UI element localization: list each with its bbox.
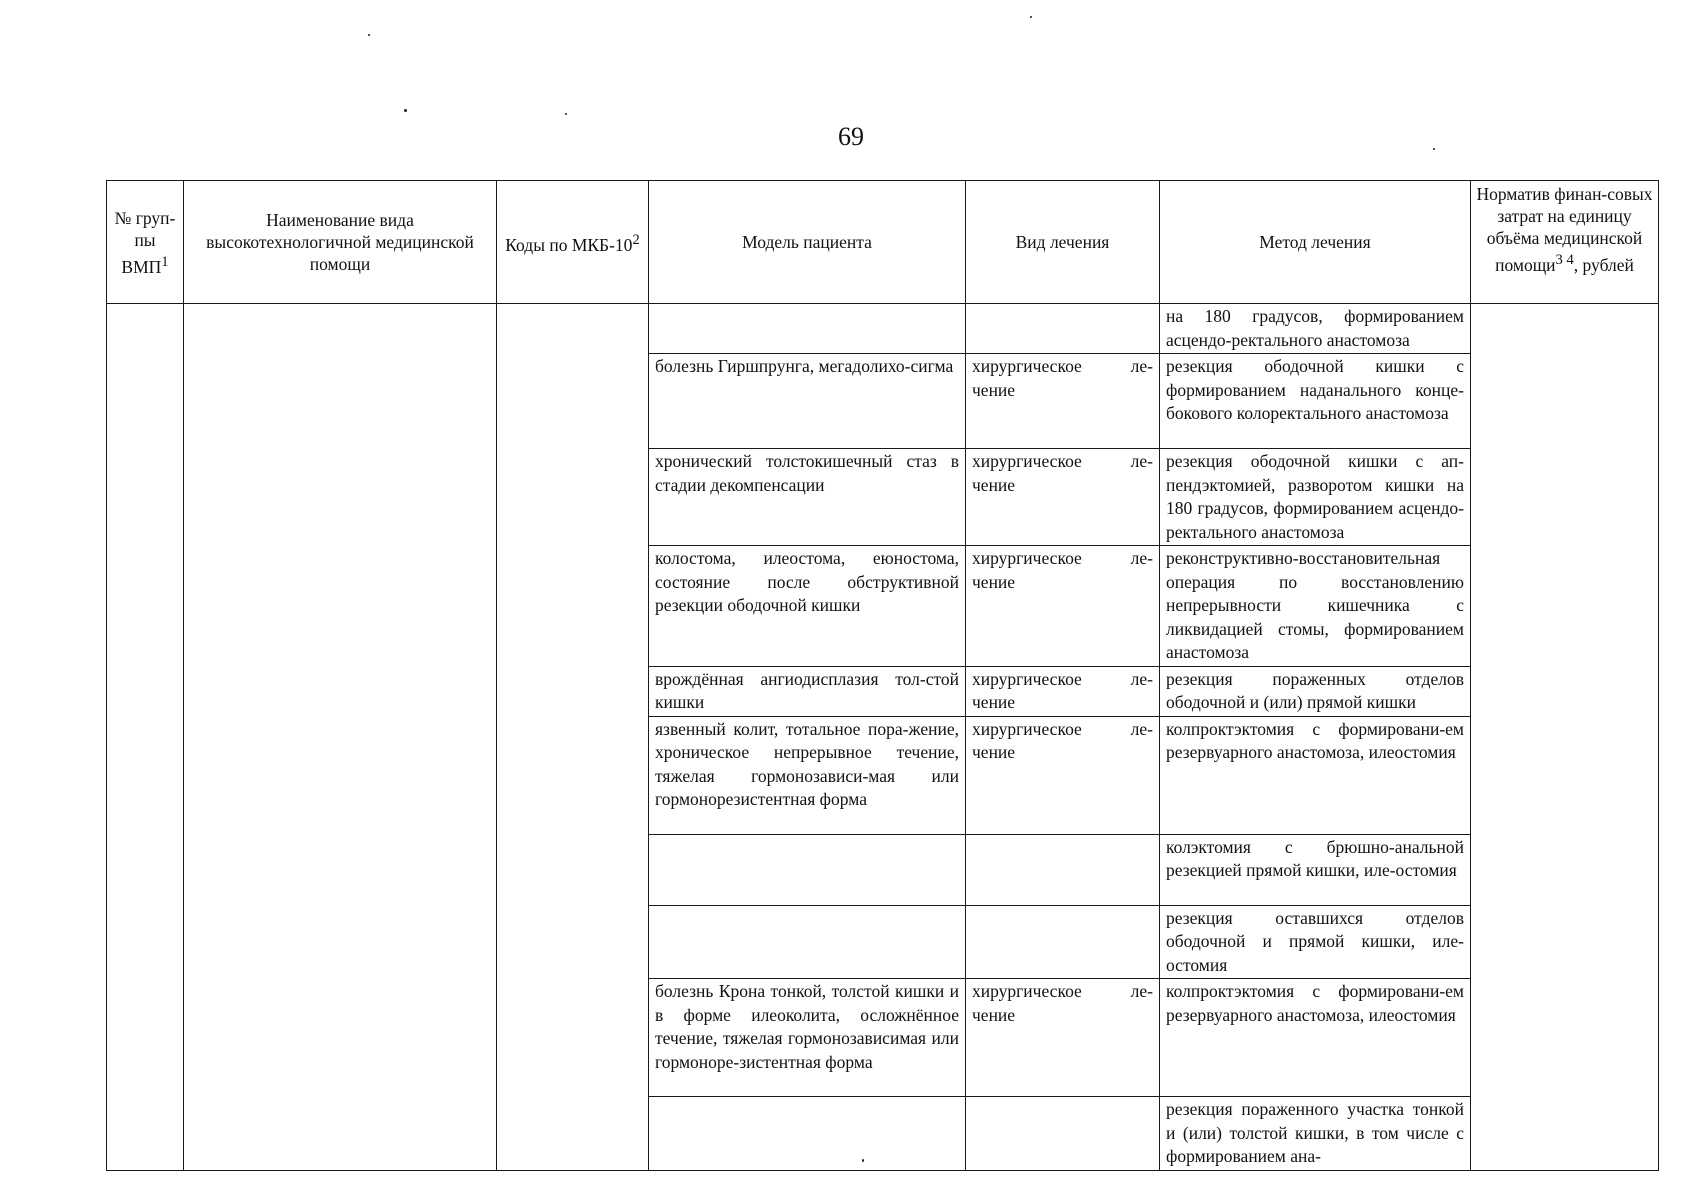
cell-model: [649, 304, 966, 354]
vmp-table: [106, 180, 1659, 1171]
cell-model: болезнь Крона тонкой, толстой кишки и в форме илеоколита, осложнённое течение, тяжелая гормонозависимая или гормоноре-зистентная форма: [649, 979, 966, 1097]
scan-speck: [368, 34, 370, 36]
header-group-no: № груп-пы ВМП$^1$: [107, 181, 184, 304]
header-method: Метод лечения: [1160, 181, 1471, 304]
cell-model: [649, 1097, 966, 1171]
cell-model: врождённая ангиодисплазия тол-стой кишки: [649, 666, 966, 716]
cell-norm: [1471, 304, 1659, 1171]
cell-treatment-type: [966, 304, 1160, 354]
cell-method: резекция ободочной кишки с формированием наданального конце-бокового колоректального анастомоза: [1160, 354, 1471, 449]
cell-treatment-type: [966, 905, 1160, 979]
cell-treatment-type: хирургическое ле- чение: [966, 716, 1160, 834]
page-number: 69: [838, 122, 864, 151]
header-codes: Коды по МКБ-$10^2$: [497, 181, 649, 304]
cell-method: резекция пораженных отделов ободочной и (или) прямой кишки: [1160, 666, 1471, 716]
cell-model: язвенный колит, тотальное пора-жение, хроническое непрерывное течение, тяжелая гормонозависи-мая или гормонорезистентная форма: [649, 716, 966, 834]
scan-speck: [1030, 16, 1032, 18]
cell-method: реконструктивно-восстановительная операция по восстановлению непрерывности кишечника с ликвидацией стомы, формированием анастомоза: [1160, 546, 1471, 667]
scan-speck: [404, 109, 407, 112]
header-name: Наименование вида высокотехнологичной медицинской помощи: [184, 181, 497, 304]
cell-treatment-type: [966, 834, 1160, 905]
table-header-row: [107, 181, 1659, 304]
scan-speck: [1433, 148, 1435, 150]
cell-model: [649, 834, 966, 905]
cell-method: колпроктэктомия с формировани-ем резервуарного анастомоза, илеостомия: [1160, 979, 1471, 1097]
cell-treatment-type: хирургическое ле- чение: [966, 449, 1160, 546]
header-model: Модель пациента: [649, 181, 966, 304]
cell-model: [649, 905, 966, 979]
cell-method: резекция пораженного участка тонкой и (или) толстой кишки, в том числе с формированием ана-: [1160, 1097, 1471, 1171]
cell-treatment-type: [966, 1097, 1160, 1171]
cell-method: резекция оставшихся отделов ободочной и прямой кишки, иле-остомия: [1160, 905, 1471, 979]
cell-method: колэктомия с брюшно-анальной резекцией прямой кишки, иле-остомия: [1160, 834, 1471, 905]
cell-name: [184, 304, 497, 1171]
cell-treatment-type: хирургическое ле- чение: [966, 354, 1160, 449]
header-norm: Норматив финан-совых затрат на единицу объёма медицинской помощи$^{3 4}$, рублей: [1471, 181, 1659, 304]
scan-speck: [565, 113, 567, 115]
cell-model: хронический толстокишечный стаз в стадии декомпенсации: [649, 449, 966, 546]
header-treatment-type: Вид лечения: [966, 181, 1160, 304]
cell-method: резекция ободочной кишки с ап-пендэктомией, разворотом кишки на 180 градусов, формированием асцендо-ректального анастомоза: [1160, 449, 1471, 546]
cell-treatment-type: хирургическое ле- чение: [966, 546, 1160, 667]
cell-model: болезнь Гиршпрунга, мегадолихо-сигма: [649, 354, 966, 449]
cell-codes: [497, 304, 649, 1171]
cell-method: на 180 градусов, формированием асцендо-ректального анастомоза: [1160, 304, 1471, 354]
cell-method: колпроктэктомия с формировани-ем резервуарного анастомоза, илеостомия: [1160, 716, 1471, 834]
cell-model: колостома, илеостома, еюностома, состояние после обструктивной резекции ободочной кишки: [649, 546, 966, 667]
cell-group-no: [107, 304, 184, 1171]
table-row: [107, 304, 1659, 354]
cell-treatment-type: хирургическое ле- чение: [966, 979, 1160, 1097]
cell-treatment-type: хирургическое ле- чение: [966, 666, 1160, 716]
